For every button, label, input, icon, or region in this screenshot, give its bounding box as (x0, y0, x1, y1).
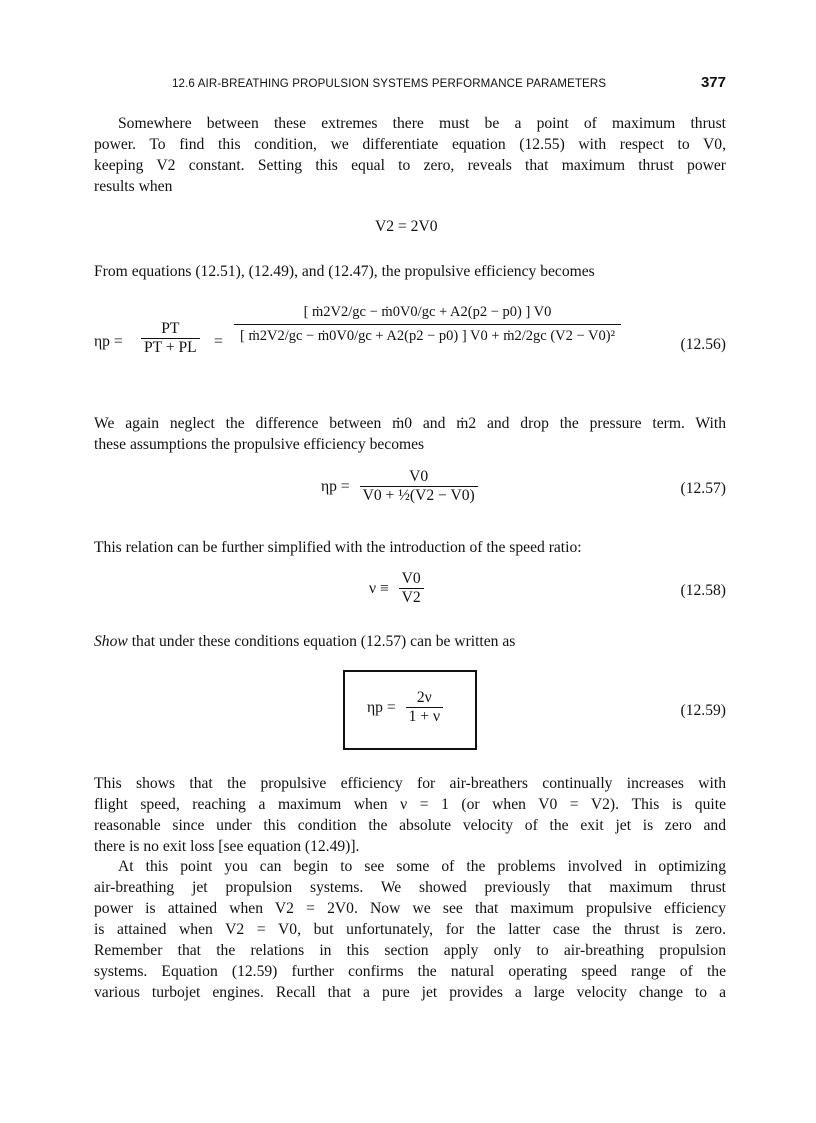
paragraph-1 (94, 113, 726, 197)
text-line: systems. Equation (12.59) further confirms the natural operating speed range of the (94, 963, 726, 980)
text-line: power. To find this condition, we differentiate equation (12.55) with respect to V0, (94, 136, 726, 153)
eq-fraction (406, 689, 443, 726)
eq-numerator: 2ν (416, 689, 432, 706)
eq-equals: = (214, 333, 223, 350)
eq-power-ratio (141, 320, 200, 357)
text-line: reasonable since under this condition the absolute velocity of the exit jet is zero and (94, 817, 726, 834)
equation-12-58 (369, 570, 424, 607)
text-line: there is no exit loss [see equation (12.49)]. (94, 838, 360, 855)
section-title: 12.6 AIR-BREATHING PROPULSION SYSTEMS PERFORMANCE PARAMETERS (172, 78, 607, 90)
eq-numerator: [ ṁ2V2/gc − ṁ0V0/gc + A2(p2 − p0) ] V0 (303, 304, 552, 320)
paragraph-3 (94, 413, 726, 455)
eq-fraction (360, 468, 478, 505)
paragraph-6 (94, 773, 726, 857)
equation-number: (12.58) (680, 582, 726, 599)
eq-numerator: V0 (409, 468, 429, 485)
eq-denominator: PT + PL (141, 338, 200, 357)
text-line: air-breathing jet propulsion systems. We showed previously that maximum thrust (94, 879, 726, 896)
equation-number: (12.59) (680, 702, 726, 719)
eq-denominator: [ ṁ2V2/gc − ṁ0V0/gc + A2(p2 − p0) ] V0 + ṁ2/2gc (V2 − V0)² (234, 324, 621, 345)
eq-lhs: ηp = (94, 333, 123, 350)
text-line: these assumptions the propulsive efficiency becomes (94, 436, 425, 453)
eq-lhs: ηp = (321, 477, 350, 495)
text-span: that under these conditions equation (12.57) can be written as (127, 633, 516, 650)
equation-12-57 (321, 468, 478, 505)
equation-number: (12.56) (680, 336, 726, 353)
equation-12-56 (94, 300, 694, 390)
text-line: keeping V2 constant. Setting this equal to zero, reveals that maximum thrust power (94, 157, 726, 174)
eq-denominator: V0 + ½(V2 − V0) (360, 486, 478, 505)
eq-numerator: V0 (401, 570, 421, 587)
equation-12-59 (367, 689, 443, 726)
eq-fraction (399, 570, 424, 607)
text-line: results when (94, 178, 173, 195)
text-line: flight speed, reaching a maximum when ν = 1 (or when V0 = V2). This is quite (94, 796, 726, 813)
text-line: At this point you can begin to see some of the problems involved in optimizing (118, 858, 726, 875)
eq-denominator: 1 + ν (406, 707, 443, 726)
emphasis: Show (94, 633, 128, 650)
text-line: This relation can be further simplified with the introduction of the speed ratio: (94, 539, 582, 556)
equation-max-thrust-power: V2 = 2V0 (375, 218, 438, 235)
paragraph-5 (94, 631, 726, 652)
page-number: 377 (700, 74, 726, 91)
text-line: various turbojet engines. Recall that a pure jet provides a large velocity change to a (94, 984, 726, 1001)
paragraph-7 (94, 856, 726, 1003)
eq-lhs: ηp = (367, 698, 396, 716)
text-line: We again neglect the difference between ṁ0 and ṁ2 and drop the pressure term. With (94, 415, 726, 432)
text-line: is attained when V2 = V0, but unfortunately, for the latter case the thrust is zero. (94, 921, 726, 938)
eq-numerator: PT (161, 320, 180, 337)
running-header (172, 76, 726, 96)
eq-lhs: ν ≡ (369, 579, 389, 597)
equation-number: (12.57) (680, 480, 726, 497)
text-line: This shows that the propulsive efficiency for air-breathers continually increases with (94, 775, 726, 792)
text-line: From equations (12.51), (12.49), and (12.47), the propulsive efficiency becomes (94, 263, 595, 280)
text-line: power is attained when V2 = 2V0. Now we see that maximum propulsive efficiency (94, 900, 726, 917)
paragraph-2 (94, 261, 726, 282)
eq-thrust-power-fraction (234, 304, 621, 345)
text-line: Somewhere between these extremes there must be a point of maximum thrust (118, 115, 726, 132)
eq-denominator: V2 (399, 588, 424, 607)
text-line: Remember that the relations in this section apply only to air-breathing propulsion (94, 942, 726, 959)
text-line (94, 631, 726, 652)
paragraph-4 (94, 537, 726, 558)
